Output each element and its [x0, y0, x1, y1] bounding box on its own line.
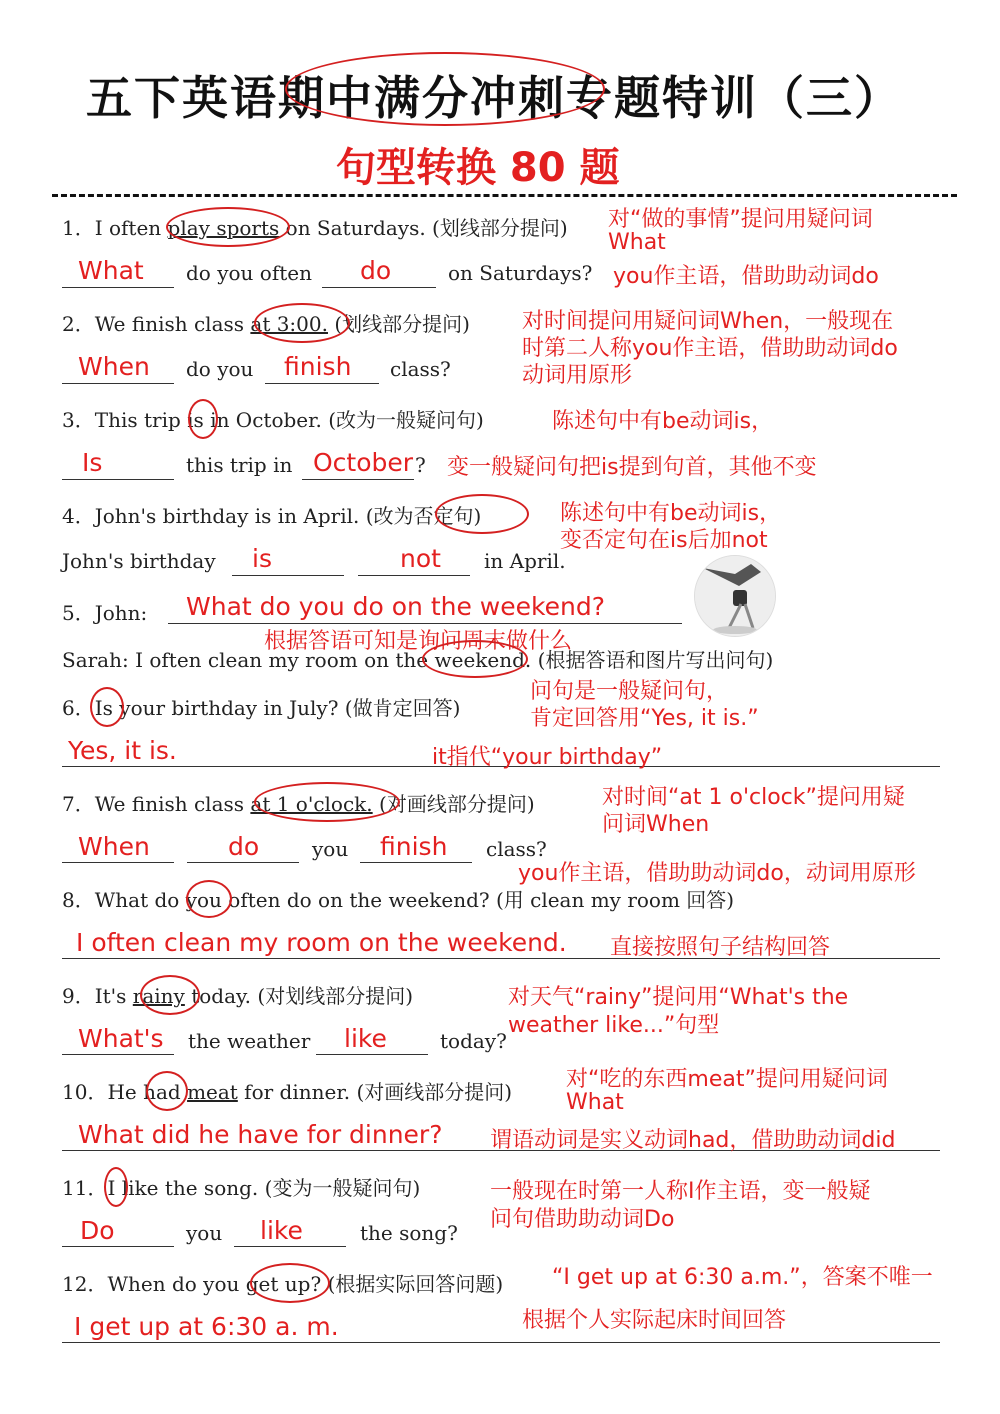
- note-line: 问句借助助动词Do: [490, 1207, 675, 1232]
- marked-word: you: [185, 888, 222, 912]
- underlined-phrase: at 1 o'clock.: [250, 792, 373, 816]
- question-8: 8．What do you often do on the weekend? (用 clean my room 回答): [62, 888, 735, 912]
- marked-word: weekend.: [434, 648, 532, 672]
- title-circle: [285, 52, 605, 126]
- answer-blank: [62, 1246, 174, 1247]
- answer-text: October: [313, 448, 414, 477]
- note-line: 变否定句在is后加not: [560, 528, 768, 553]
- question-5-answer-line: Sarah: I often clean my room on the weekend. (根据答语和图片写出问句): [62, 648, 774, 672]
- note-line: 变一般疑问句把is提到句首，其他不变: [447, 455, 817, 480]
- note-line: 对“吃的东西meat”提问用疑问词: [566, 1067, 888, 1092]
- note-line: 对时间提问用疑问词When，一般现在: [522, 309, 894, 334]
- note-line: it指代“your birthday”: [432, 745, 663, 770]
- answer-text: finish: [284, 352, 352, 381]
- question-10: 10．He had meat for dinner. (对画线部分提问): [62, 1080, 513, 1104]
- underlined-phrase: meat: [187, 1080, 238, 1104]
- answer-text: I often clean my room on the weekend.: [76, 928, 567, 957]
- note-line: you作主语，借助助动词do，动词用原形: [518, 861, 916, 886]
- note-line: 对天气“rainy”提问用“What's the: [508, 985, 849, 1010]
- cleaning-picture: [694, 555, 776, 637]
- note-line: weather like...”句型: [508, 1013, 720, 1038]
- answer-text: do: [360, 256, 392, 285]
- question-9: 9．It's rainy today. (对划线部分提问): [62, 984, 413, 1008]
- circle-mark: [140, 975, 200, 1015]
- underlined-phrase: play sports: [167, 216, 280, 240]
- answer-text: What do you do on the weekend?: [186, 592, 605, 621]
- answer-blank: [62, 862, 174, 863]
- marked-word: is: [187, 408, 204, 432]
- answer-text: When: [78, 832, 150, 861]
- note-line: “I get up at 6:30 a.m.”，答案不唯一: [552, 1265, 933, 1290]
- note-line: 时第二人称you作主语，借助助动词do: [522, 336, 898, 361]
- cleaning-illustration: [695, 556, 775, 636]
- answer-text: like: [344, 1024, 387, 1053]
- answer-blank: [234, 1246, 346, 1247]
- answer-blank: [316, 1054, 428, 1055]
- note-line: 谓语动词是实义动词had，借助助动词did: [490, 1128, 896, 1153]
- circle-mark: [250, 1263, 330, 1303]
- answer-blank: [322, 287, 436, 288]
- answer-blank: [62, 383, 174, 384]
- circle-mark: [186, 880, 232, 918]
- question-12: 12．When do you get up? (根据实际回答问题): [62, 1272, 504, 1296]
- answer-text: What's: [78, 1024, 164, 1053]
- note-line: 对“做的事情”提问用疑问词: [608, 207, 873, 232]
- circle-mark: [104, 1167, 128, 1207]
- page-title: 五下英语期中满分冲刺专题特训（三）: [86, 71, 902, 125]
- note-line: 动词用原形: [522, 363, 633, 388]
- note-line: you作主语，借助助动词do: [613, 264, 879, 289]
- answer-blank: [187, 862, 299, 863]
- circle-mark: [435, 494, 529, 534]
- answer-blank: [62, 479, 174, 480]
- marked-word: had: [143, 1080, 181, 1104]
- marked-word: I: [107, 1176, 116, 1200]
- note-line: 对时间“at 1 o'clock”提问用疑: [602, 785, 905, 810]
- answer-blank: [62, 287, 174, 288]
- note-line: 陈述句中有be动词is，: [552, 409, 774, 434]
- answer-text: finish: [380, 832, 448, 861]
- circle-mark: [254, 303, 350, 343]
- question-7: 7．We finish class at 1 o'clock. (对画线部分提问): [62, 792, 535, 816]
- answer-blank: [358, 575, 470, 576]
- answer-blank: [360, 862, 472, 863]
- answer-text: Do: [80, 1216, 115, 1245]
- answer-text: What did he have for dinner?: [78, 1120, 443, 1149]
- note-line: What: [608, 230, 666, 255]
- circle-mark: [90, 687, 124, 727]
- circle-mark: [254, 782, 400, 822]
- answer-text: do: [228, 832, 260, 861]
- circle-mark: [146, 1071, 188, 1111]
- note-line: 一般现在时第一人称I作主语，变一般疑: [490, 1179, 871, 1204]
- note-line: 问句是一般疑问句，: [530, 679, 729, 704]
- answer-blank: [232, 575, 344, 576]
- answer-blank: [265, 383, 379, 384]
- circle-mark: [422, 640, 528, 678]
- note-line: 根据答语可知是询问周末做什么: [264, 629, 573, 654]
- underlined-phrase: rainy: [132, 984, 185, 1008]
- circle-mark: [188, 399, 218, 439]
- question-3: 3．This trip is in October. (改为一般疑问句): [62, 408, 484, 432]
- marked-word: Is: [94, 696, 113, 720]
- note-line: What: [566, 1090, 624, 1115]
- page-subtitle: 句型转换 80 题: [336, 145, 620, 191]
- underlined-phrase: at 3:00.: [250, 312, 328, 336]
- note-line: 问词When: [602, 812, 710, 837]
- marked-word: get up?: [245, 1272, 322, 1296]
- answer-blank: [62, 1342, 940, 1343]
- question-11: 11．I like the song. (变为一般疑问句): [62, 1176, 421, 1200]
- answer-text: like: [260, 1216, 303, 1245]
- question-6: 6．Is your birthday in July? (做肯定回答): [62, 696, 461, 720]
- question-1: 1．I often play sports on Saturdays. (划线部分提问): [62, 216, 568, 240]
- answer-text: What: [78, 256, 144, 285]
- answer-blank: [302, 479, 414, 480]
- answer-text: Is: [82, 448, 103, 477]
- circle-mark: [166, 207, 290, 247]
- note-line: 陈述句中有be动词is，: [560, 501, 782, 526]
- note-line: 直接按照句子结构回答: [610, 935, 831, 960]
- question-2: 2．We finish class at 3:00. (划线部分提问): [62, 312, 470, 336]
- answer-text: not: [400, 544, 441, 573]
- note-line: 肯定回答用“Yes, it is.”: [530, 706, 759, 731]
- note-line: 根据个人实际起床时间回答: [522, 1308, 787, 1333]
- answer-text: When: [78, 352, 150, 381]
- question-4: 4．John's birthday is in April. (改为否定句): [62, 504, 482, 528]
- dashed-divider: [52, 194, 957, 197]
- answer-text: is: [252, 544, 272, 573]
- answer-text: Yes, it is.: [68, 736, 177, 765]
- question-5: 5．John:: [62, 601, 148, 625]
- answer-blank: [62, 1054, 174, 1055]
- answer-text: I get up at 6:30 a. m.: [74, 1312, 339, 1341]
